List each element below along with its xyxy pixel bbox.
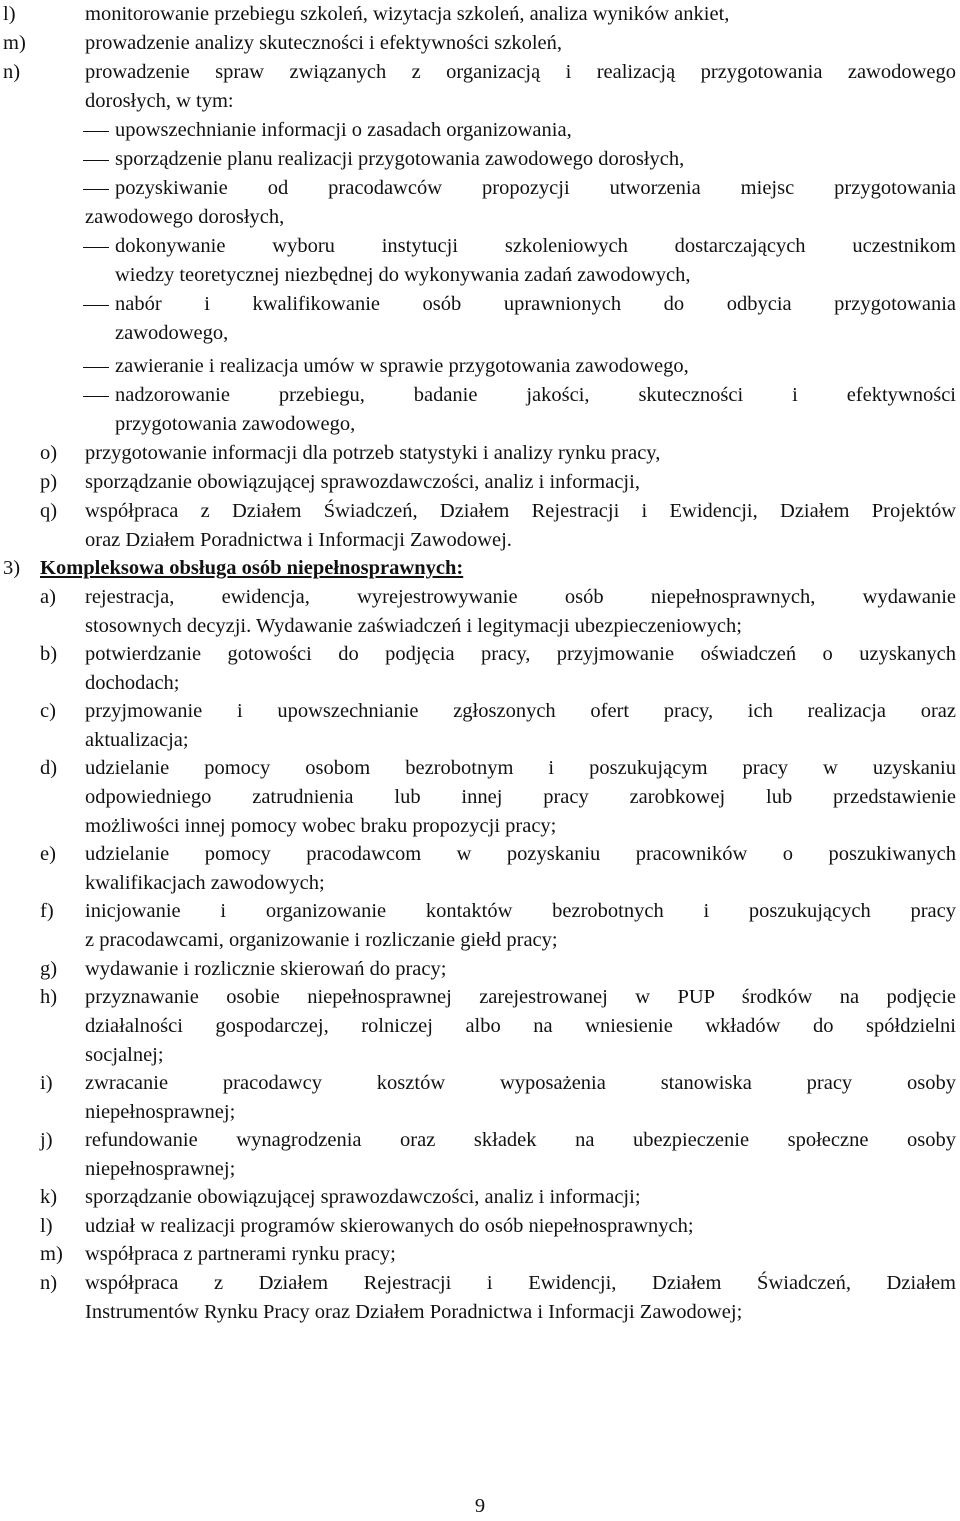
item-text: działalności gospodarczej, rolniczej albo na wniesienie wkładów do spółdzielni bbox=[85, 1015, 956, 1037]
item-text: monitorowanie przebiegu szkoleń, wizytacja szkoleń, analiza wyników ankiet, bbox=[85, 3, 730, 25]
item-text: potwierdzanie gotowości do podjęcia pracy, przyjmowanie oświadczeń o uzyskanych bbox=[85, 643, 956, 665]
item-text: prowadzenie analizy skuteczności i efektywności szkoleń, bbox=[85, 32, 563, 54]
list-item-p bbox=[0, 468, 960, 497]
item-text: współpraca z partnerami rynku pracy; bbox=[85, 1243, 396, 1265]
dash-text: nabór i kwalifikowanie osób uprawnionych do odbycia przygotowania bbox=[115, 293, 956, 315]
item-text: sporządzanie obowiązującej sprawozdawczości, analiz i informacji, bbox=[85, 471, 640, 493]
item-label: f) bbox=[40, 900, 54, 922]
dash-text: upowszechnianie informacji o zasadach organizowania, bbox=[115, 119, 572, 141]
dash-item bbox=[0, 352, 960, 381]
s3-item-n-cont bbox=[0, 1298, 960, 1327]
s3-item-b-cont bbox=[0, 669, 960, 698]
s3-item-l bbox=[0, 1212, 960, 1241]
item-text: prowadzenie spraw związanych z organizacją i realizacją przygotowania zawodowego bbox=[85, 61, 956, 83]
item-label: e) bbox=[40, 843, 56, 865]
dash-text: zawodowego dorosłych, bbox=[85, 206, 285, 228]
s3-item-h-cont bbox=[0, 1012, 960, 1041]
item-text: wydawanie i rozlicznie skierowań do pracy; bbox=[85, 958, 447, 980]
item-text: sporządzanie obowiązującej sprawozdawczości, analiz i informacji; bbox=[85, 1186, 641, 1208]
s3-item-n bbox=[0, 1269, 960, 1298]
item-text: z pracodawcami, organizowanie i rozliczanie giełd pracy; bbox=[85, 929, 558, 951]
s3-item-j-cont bbox=[0, 1155, 960, 1184]
item-label: q) bbox=[40, 500, 58, 522]
s3-item-d-cont bbox=[0, 783, 960, 812]
list-item-n bbox=[0, 58, 960, 87]
dash-item bbox=[0, 381, 960, 410]
item-label: c) bbox=[40, 700, 56, 722]
s3-item-k bbox=[0, 1183, 960, 1212]
s3-item-e-cont bbox=[0, 869, 960, 898]
item-text: współpraca z Działem Świadczeń, Działem Rejestracji i Ewidencji, Działem Projektów bbox=[85, 500, 956, 522]
s3-item-f-cont bbox=[0, 926, 960, 955]
item-label: a) bbox=[40, 586, 56, 608]
item-label: n) bbox=[3, 61, 21, 83]
dash-item bbox=[0, 290, 960, 319]
dash-item bbox=[0, 145, 960, 174]
page-number: 9 bbox=[474, 1495, 486, 1517]
dash-text: pozyskiwanie od pracodawców propozycji utworzenia miejsc przygotowania bbox=[115, 177, 956, 199]
item-label: d) bbox=[40, 757, 58, 779]
dash-bullet bbox=[83, 367, 109, 368]
s3-item-g bbox=[0, 955, 960, 984]
item-label: h) bbox=[40, 986, 58, 1008]
item-label: b) bbox=[40, 643, 58, 665]
item-text: odpowiedniego zatrudnienia lub innej pracy zarobkowej lub przedstawienie bbox=[85, 786, 956, 808]
list-item-n-cont bbox=[0, 87, 960, 116]
dash-bullet bbox=[83, 160, 109, 161]
dash-item-cont bbox=[0, 319, 960, 348]
list-item-q-cont bbox=[0, 526, 960, 555]
dash-bullet bbox=[83, 189, 109, 190]
item-text: przygotowanie informacji dla potrzeb statystyki i analizy rynku pracy, bbox=[85, 442, 661, 464]
item-label: p) bbox=[40, 471, 58, 493]
s3-item-j bbox=[0, 1126, 960, 1155]
item-text: niepełnosprawnej; bbox=[85, 1158, 236, 1180]
dash-text: zawodowego, bbox=[115, 322, 229, 344]
item-label: m) bbox=[3, 32, 26, 54]
section-3-heading bbox=[0, 554, 960, 583]
item-text: udzielanie pomocy pracodawcom w pozyskaniu pracowników o poszukiwanych bbox=[85, 843, 956, 865]
list-item-q bbox=[0, 497, 960, 526]
s3-item-c-cont bbox=[0, 726, 960, 755]
item-text: przyjmowanie i upowszechnianie zgłoszonych ofert pracy, ich realizacja oraz bbox=[85, 700, 956, 722]
item-text: stosownych decyzji. Wydawanie zaświadczeń i legitymacji ubezpieczeniowych; bbox=[85, 615, 742, 637]
item-label: n) bbox=[40, 1272, 58, 1294]
dash-bullet bbox=[83, 305, 109, 306]
item-label: l) bbox=[3, 3, 16, 25]
dash-item-cont bbox=[0, 261, 960, 290]
item-text: dochodach; bbox=[85, 672, 180, 694]
s3-item-i-cont bbox=[0, 1098, 960, 1127]
item-text: współpraca z Działem Rejestracji i Ewidencji, Działem Świadczeń, Działem bbox=[85, 1272, 956, 1294]
list-item-l bbox=[0, 0, 960, 29]
dash-text: dokonywanie wyboru instytucji szkoleniowych dostarczających uczestnikom bbox=[115, 235, 956, 257]
s3-item-a bbox=[0, 583, 960, 612]
section-title: Kompleksowa obsługa osób niepełnosprawnych: bbox=[40, 557, 464, 579]
s3-item-m bbox=[0, 1240, 960, 1269]
s3-item-h bbox=[0, 983, 960, 1012]
item-text: Instrumentów Rynku Pracy oraz Działem Poradnictwa i Informacji Zawodowej; bbox=[85, 1301, 743, 1323]
item-text: zwracanie pracodawcy kosztów wyposażenia stanowiska pracy osoby bbox=[85, 1072, 956, 1094]
item-label: o) bbox=[40, 442, 58, 464]
dash-item-cont bbox=[0, 410, 960, 439]
item-label: k) bbox=[40, 1186, 58, 1208]
s3-item-b bbox=[0, 640, 960, 669]
dash-item bbox=[0, 174, 960, 203]
item-label: j) bbox=[40, 1129, 53, 1151]
list-item-m bbox=[0, 29, 960, 58]
item-text: niepełnosprawnej; bbox=[85, 1101, 236, 1123]
item-text: kwalifikacjach zawodowych; bbox=[85, 872, 325, 894]
item-text: dorosłych, w tym: bbox=[85, 90, 234, 112]
item-label: i) bbox=[40, 1072, 53, 1094]
s3-item-a-cont bbox=[0, 612, 960, 641]
s3-item-i bbox=[0, 1069, 960, 1098]
dash-bullet bbox=[83, 131, 109, 132]
dash-text: przygotowania zawodowego, bbox=[115, 413, 356, 435]
item-text: udział w realizacji programów skierowanych do osób niepełnosprawnych; bbox=[85, 1215, 694, 1237]
dash-item bbox=[0, 232, 960, 261]
dash-bullet bbox=[83, 396, 109, 397]
dash-text: sporządzenie planu realizacji przygotowania zawodowego dorosłych, bbox=[115, 148, 685, 170]
s3-item-e bbox=[0, 840, 960, 869]
s3-item-d bbox=[0, 754, 960, 783]
dash-text: wiedzy teoretycznej niezbędnej do wykonywania zadań zawodowych, bbox=[115, 264, 691, 286]
section-label: 3) bbox=[3, 557, 21, 579]
dash-bullet bbox=[83, 247, 109, 248]
item-text: oraz Działem Poradnictwa i Informacji Zawodowej. bbox=[85, 529, 512, 551]
dash-item-cont bbox=[0, 203, 960, 232]
item-label: g) bbox=[40, 958, 58, 980]
item-label: l) bbox=[40, 1215, 53, 1237]
s3-item-f bbox=[0, 897, 960, 926]
s3-item-h-cont bbox=[0, 1041, 960, 1070]
s3-item-d-cont bbox=[0, 812, 960, 841]
dash-text: zawieranie i realizacja umów w sprawie przygotowania zawodowego, bbox=[115, 355, 689, 377]
dash-text: nadzorowanie przebiegu, badanie jakości, skuteczności i efektywności bbox=[115, 384, 956, 406]
item-label: m) bbox=[40, 1243, 63, 1265]
item-text: rejestracja, ewidencja, wyrejestrowywanie osób niepełnosprawnych, wydawanie bbox=[85, 586, 956, 608]
item-text: przyznawanie osobie niepełnosprawnej zarejestrowanej w PUP środków na podjęcie bbox=[85, 986, 956, 1008]
item-text: udzielanie pomocy osobom bezrobotnym i poszukującym pracy w uzyskaniu bbox=[85, 757, 956, 779]
item-text: możliwości innej pomocy wobec braku propozycji pracy; bbox=[85, 815, 557, 837]
item-text: inicjowanie i organizowanie kontaktów bezrobotnych i poszukujących pracy bbox=[85, 900, 956, 922]
item-text: socjalnej; bbox=[85, 1044, 164, 1066]
item-text: refundowanie wynagrodzenia oraz składek na ubezpieczenie społeczne osoby bbox=[85, 1129, 956, 1151]
s3-item-c bbox=[0, 697, 960, 726]
item-text: aktualizacja; bbox=[85, 729, 189, 751]
list-item-o bbox=[0, 439, 960, 468]
dash-item bbox=[0, 116, 960, 145]
